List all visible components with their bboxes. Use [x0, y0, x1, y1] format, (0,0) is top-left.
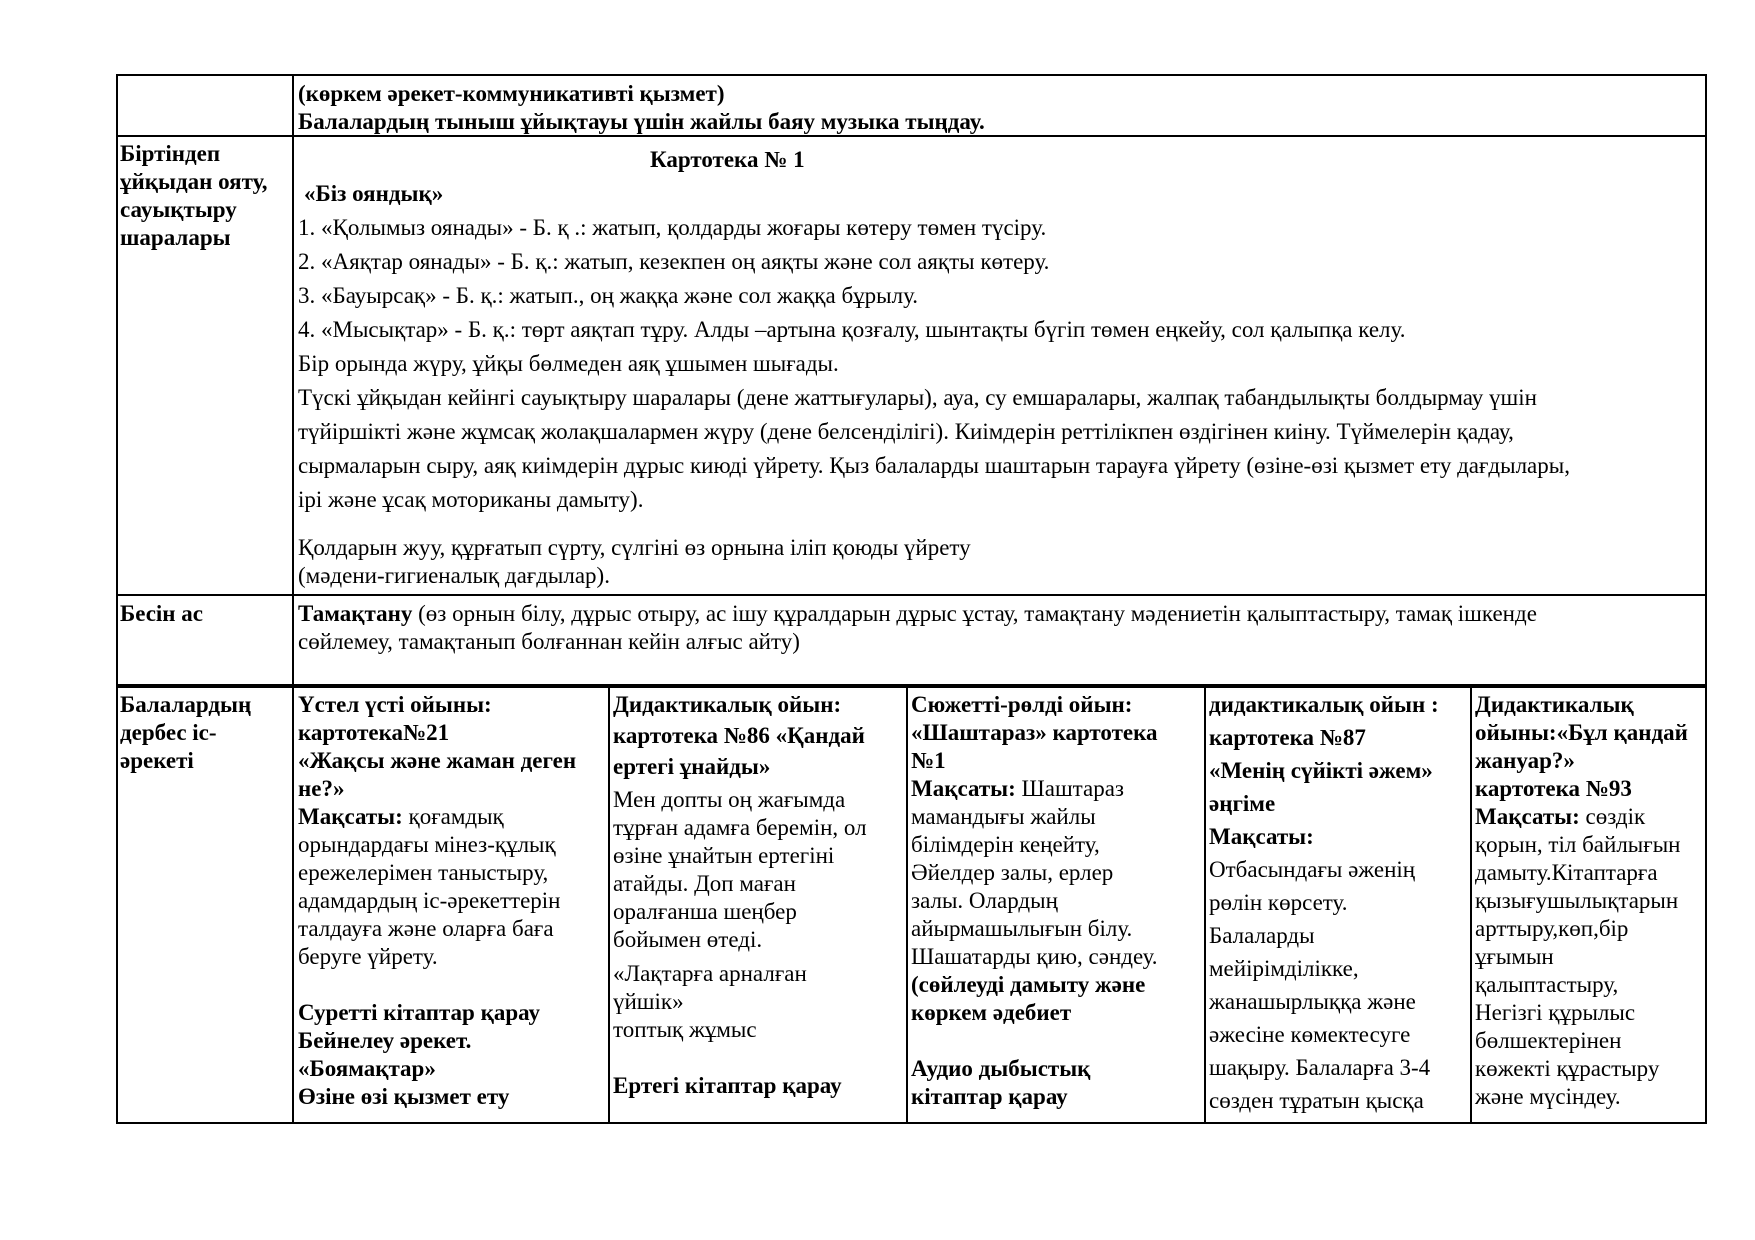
- col3-heading: «Шаштараз» картотека: [911, 720, 1158, 745]
- exercise-line: 1. «Қолымыз оянады» - Б. қ .: жатып, қолдарды жоғары көтеру төмен түсіру.: [298, 215, 1047, 240]
- col5-heading: картотека №93: [1475, 776, 1632, 801]
- col4-heading: әңгіме: [1209, 791, 1276, 816]
- col5-text: және мүсіндеу.: [1475, 1084, 1621, 1109]
- col2-activity: Ертегі кітаптар қарау: [613, 1073, 842, 1098]
- meal-text: (өз орнын білу, дұрыс отыру, ас ішу құралдарын дұрыс ұстау, тамақтану мәдениетін қалыптастыру, тамақ ішкенде: [412, 601, 1537, 626]
- col1-activity: Өзіне өзі қызмет ету: [298, 1084, 510, 1109]
- meal-line2: сөйлемеу, тамақтанып болғаннан кейін алғыс айту): [298, 629, 800, 654]
- col3-text: білімдерін кеңейту,: [911, 832, 1100, 857]
- col5-text: ұғымын: [1475, 944, 1554, 969]
- paragraph-line: Қолдарын жуу, құрғатып сүрту, сүлгіні өз орнына іліп қоюды үйрету: [298, 535, 971, 560]
- row1-line2: Балалардың тыныш ұйықтауы үшін жайлы баяу музыка тыңдау.: [298, 109, 985, 134]
- goal-label: Мақсаты:: [298, 804, 403, 829]
- col2-text: өзіне ұнайтын ертегіні: [613, 843, 835, 868]
- col4-text: шақыру. Балаларға 3-4: [1209, 1055, 1431, 1080]
- paragraph-line: түйіршікті және жұмсақ жолақшалармен жүру (дене белсенділігі). Киімдерін реттілікпен өздігінен киіну. Түймелерін қадау,: [298, 419, 1514, 444]
- col5-text: қалыптастыру,: [1475, 972, 1619, 997]
- col2-text: топтық жұмыс: [613, 1017, 757, 1042]
- row-divider: [116, 594, 1707, 596]
- exercise-line: 3. «Бауырсақ» - Б. қ.: жатып., оң жаққа және сол жаққа бұрылу.: [298, 283, 919, 308]
- col2-text: Мен допты оң жағымда: [613, 787, 846, 812]
- column-divider: [1204, 686, 1206, 1124]
- col3-heading: Сюжетті-рөлді ойын:: [911, 692, 1133, 717]
- col1-text: орындардағы мінез-құлық: [298, 832, 556, 857]
- goal-text: Шаштараз: [1015, 776, 1124, 801]
- column-divider: [608, 686, 610, 1124]
- col1-text: талдауға және оларға баға: [298, 916, 554, 941]
- paragraph-line: ірі және ұсақ моториканы дамыту).: [298, 487, 644, 512]
- paragraph-line: Түскі ұйқыдан кейінгі сауықтыру шаралары (дене жаттығулары), ауа, су емшаралары, жалпақ табандылықты болдырмау үшін: [298, 385, 1537, 410]
- goal-text: сөздік: [1579, 804, 1646, 829]
- row4-label-line: дербес іс-: [120, 720, 217, 745]
- col1-heading: картотека№21: [298, 720, 450, 745]
- row2-label-line: Біртіндеп: [120, 141, 221, 166]
- col1-text: беруге үйрету.: [298, 944, 438, 969]
- col4-text: Отбасындағы әженің: [1209, 857, 1416, 882]
- col4-text: жанашырлыққа және: [1209, 989, 1416, 1014]
- col3-text: айырмашылығын білу.: [911, 916, 1133, 941]
- col4-heading: «Менің сүйікті әжем»: [1209, 758, 1433, 783]
- row-divider: [116, 686, 1707, 688]
- paragraph-line: (мәдени-гигиеналық дағдылар).: [298, 563, 610, 588]
- col2-text: үйшік»: [613, 989, 684, 1014]
- table-border-left: [116, 74, 118, 1124]
- column-divider: [1470, 686, 1472, 1124]
- column-divider: [292, 74, 294, 1124]
- col4-text: Балаларды: [1209, 923, 1315, 948]
- goal-label: Мақсаты:: [911, 776, 1016, 801]
- paragraph-line: Бір орында жүру, ұйқы бөлмеден аяқ ұшымен шығады.: [298, 351, 839, 376]
- col1-goal: [298, 803, 504, 831]
- col4-goal-label: Мақсаты:: [1209, 824, 1314, 849]
- col5-text: дамыту.Кітаптарға: [1475, 860, 1658, 885]
- exercise-line: 2. «Аяқтар оянады» - Б. қ.: жатып, кезекпен оң аяқты және сол аяқты көтеру.: [298, 249, 1050, 274]
- col4-text: рөлін көрсету.: [1209, 890, 1348, 915]
- col4-text: сөзден тұратын қысқа: [1209, 1088, 1424, 1113]
- col2-text: атайды. Доп маған: [613, 871, 796, 896]
- meal-bold: Тамақтану: [298, 601, 413, 626]
- paragraph-line: сырмаларын сыру, аяқ киімдерін дұрыс киюді үйрету. Қыз балаларды шаштарын тарауға үйрету (өзіне-өзі қызмет ету дағдылары,: [298, 453, 1570, 478]
- col1-activity: Суретті кітаптар қарау: [298, 1000, 540, 1025]
- col1-heading: «Жақсы және жаман деген: [298, 748, 577, 773]
- col5-text: қорын, тіл байлығын: [1475, 832, 1681, 857]
- col3-activity: Аудио дыбыстық: [911, 1056, 1091, 1081]
- col3-note: (сөйлеуді дамыту және: [911, 972, 1146, 997]
- goal-text: қоғамдық: [402, 804, 504, 829]
- col2-text: «Лақтарға арналған: [613, 961, 807, 986]
- row4-label-line: Балалардың: [120, 692, 252, 717]
- exercise-line: 4. «Мысықтар» - Б. қ.: төрт аяқтап тұру. Алды –артына қозғалу, шынтақты бүгіп төмен еңкейу, сол қалыпқа келу.: [298, 317, 1406, 342]
- schedule-table: [116, 74, 1707, 1124]
- col1-activity: Бейнелеу әрекет.: [298, 1028, 472, 1053]
- row2-label-line: ұйқыдан ояту,: [120, 169, 268, 194]
- col5-heading: жануар?»: [1475, 748, 1575, 773]
- row1-line1: (көркем әрекет-коммуникативті қызмет): [298, 81, 725, 106]
- col2-heading: ертегі ұнайды»: [613, 754, 771, 779]
- col3-text: Шашатарды қию, сәндеу.: [911, 944, 1158, 969]
- col2-heading: Дидактикалық ойын:: [613, 692, 842, 717]
- col5-text: қызығушылықтарын: [1475, 888, 1679, 913]
- col4-heading: картотека №87: [1209, 725, 1366, 750]
- col5-text: арттыру,көп,бір: [1475, 916, 1629, 941]
- col5-text: бөлшектерінен: [1475, 1028, 1622, 1053]
- card-subtitle: «Біз ояндық»: [304, 181, 444, 206]
- col1-activity: «Боямақтар»: [298, 1056, 436, 1081]
- table-border-top: [116, 74, 1707, 76]
- col2-text: оралғанша шеңбер: [613, 899, 797, 924]
- col2-text: бойымен өтеді.: [613, 927, 763, 952]
- meal-line1: [298, 600, 1537, 628]
- col3-text: мамандығы жайлы: [911, 804, 1096, 829]
- col5-text: Негізгі құрылыс: [1475, 1000, 1636, 1025]
- col3-activity: кітаптар қарау: [911, 1084, 1068, 1109]
- col3-heading: №1: [911, 748, 946, 773]
- goal-label: Мақсаты:: [1475, 804, 1580, 829]
- row4-label-line: әрекеті: [120, 748, 194, 773]
- col3-note: көркем әдебиет: [911, 1000, 1072, 1025]
- col4-text: мейірімділікке,: [1209, 956, 1359, 981]
- col2-text: тұрған адамға беремін, ол: [613, 815, 867, 840]
- row2-label-line: сауықтыру: [120, 197, 237, 222]
- col3-goal: [911, 775, 1124, 803]
- row3-label: Бесін ас: [120, 601, 204, 626]
- column-divider: [906, 686, 908, 1124]
- col2-heading: картотека №86 «Қандай: [613, 723, 865, 748]
- col4-text: әжесіне көмектесуге: [1209, 1022, 1411, 1047]
- col3-text: залы. Олардың: [911, 888, 1058, 913]
- col5-heading: ойыны:«Бұл қандай: [1475, 720, 1688, 745]
- col1-text: ережелерімен таныстыру,: [298, 860, 549, 885]
- col5-text: көжекті құрастыру: [1475, 1056, 1660, 1081]
- col1-heading: не?»: [298, 776, 345, 801]
- col5-heading: Дидактикалық: [1475, 692, 1634, 717]
- row2-label-line: шаралары: [120, 225, 231, 250]
- col1-text: адамдардың іс-әрекеттерін: [298, 888, 561, 913]
- table-border-bottom: [116, 1122, 1707, 1124]
- col4-heading: дидактикалық ойын :: [1209, 692, 1439, 717]
- col1-heading: Үстел үсті ойыны:: [298, 692, 492, 717]
- col5-goal: [1475, 803, 1645, 831]
- col3-text: Әйелдер залы, ерлер: [911, 860, 1114, 885]
- table-border-right: [1705, 74, 1707, 1124]
- card-title: Картотека № 1: [650, 147, 805, 172]
